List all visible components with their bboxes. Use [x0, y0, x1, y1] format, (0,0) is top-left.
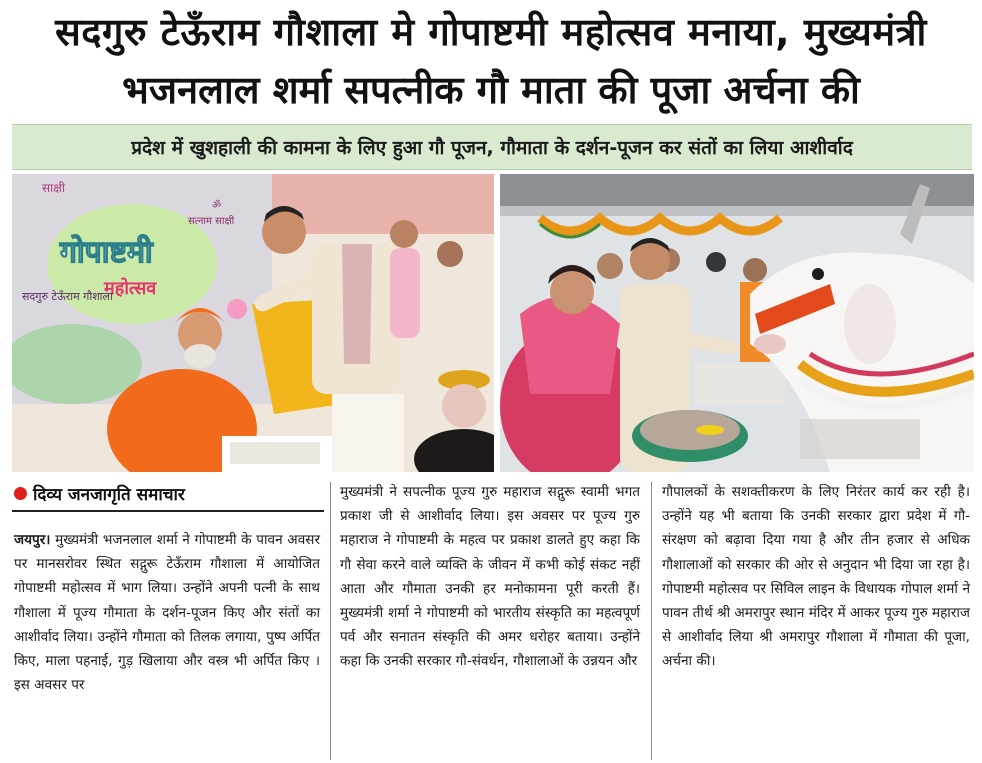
byline	[14, 482, 185, 505]
banner-title-text: गोपाष्टमी	[60, 235, 153, 270]
column-divider-2	[651, 482, 652, 760]
photo-cow-puja-illustration	[500, 174, 974, 472]
banner-sub-text: महोत्सव	[104, 278, 157, 299]
article-column-3	[662, 480, 970, 674]
banner-org-text: सदगुरु टेऊँराम गौशाला	[22, 290, 113, 303]
byline-text: दिव्य जनजागृति समाचार	[33, 485, 185, 505]
photo-cm-with-saint-illustration	[12, 174, 494, 472]
subheadline-bar	[12, 124, 972, 170]
article-col2-text: मुख्यमंत्री ने सपत्नीक पूज्य गुरु महाराज सद्गुरू स्वामी भगत प्रकाश जी से आशीर्वाद लिया। इस अवसर पर पूज्य गुरु महाराज ने गोपाष्टमी के महत्व पर प्रकाश डालते हुए कहा कि गौ सेवा करने वाले व्यक्ति के जीवन में कभी कोई संकट नहीं आता और गौमाता उनकी हर मनोकामना पूरी करती हैं। मुख्यमंत्री शर्मा ने गोपाष्टमी को भारतीय संस्कृति का महत्वपूर्ण पर्व और सनातन संस्कृति की अमर धरोहर बताया। उन्होंने कहा कि उनकी सरकार गौ-संवर्धन, गौशालाओं के उन्नयन और	[340, 484, 640, 670]
photo-cm-with-saint	[12, 174, 494, 472]
banner-satnam-text: सत्नाम साक्षी	[188, 216, 235, 227]
banner-om-text: ॐ	[212, 200, 222, 211]
article-col1-text: मुख्यमंत्री भजनलाल शर्मा ने गोपाष्टमी के पावन अवसर पर मानसरोवर स्थित सद्गुरू टेऊँराम गौशाला में आयोजित गोपाष्टमी महोत्सव में भाग लिया। उन्होंने अपनी पत्नी के साथ गौशाला में पूज्य गौमाता के दर्शन-पूजन किए और संतों का आशीर्वाद लिया। उन्होंने गौमाता को तिलक लगाया, पुष्प अर्पित किए, माला पहनाई, गुड़ खिलाया और वस्त्र भी अर्पित किए । इस अवसर पर	[14, 532, 320, 694]
headline-line-2: भजनलाल शर्मा सपत्नीक गौ माता की पूजा अर्चना की	[122, 68, 860, 112]
photo-cow-puja	[500, 174, 974, 472]
article-dateline: जयपुर।	[14, 532, 51, 548]
article-col3-text: गौपालकों के सशक्तीकरण के लिए निरंतर कार्य कर रही है। उन्होंने यह भी बताया कि उनकी सरकार द्वारा प्रदेश में गौ-संरक्षण को बढ़ावा दिया गया है और तीन हजार से अधिक गौशालाओं को सरकार की ओर से अनुदान भी दिया जा रहा है। गोपाष्टमी महोत्सव पर सिविल लाइन के विधायक गोपाल शर्मा ने पावन तीर्थ श्री अमरापुर स्थान मंदिर में आकर पूज्य गुरु महाराज से आशीर्वाद लिया श्री अमरापुर गौशाला में गौमाता की पूजा, अर्चना की।	[662, 484, 970, 670]
subheadline: प्रदेश में खुशहाली की कामना के लिए हुआ गौ पूजन, गौमाता के दर्शन-पूजन कर संतों का लिया आशीर्वाद	[131, 137, 853, 159]
byline-rule	[12, 510, 324, 512]
column-divider-1	[330, 482, 331, 760]
article-column-1	[14, 528, 320, 697]
headline-line-1: सदगुरु टेऊँराम गौशाला मे गोपाष्टमी महोत्सव मनाया, मुख्यमंत्री	[55, 10, 927, 54]
article-column-2	[340, 480, 640, 674]
banner-sakshi-text: साक्षी	[42, 181, 65, 195]
byline-dot-icon	[14, 487, 27, 500]
